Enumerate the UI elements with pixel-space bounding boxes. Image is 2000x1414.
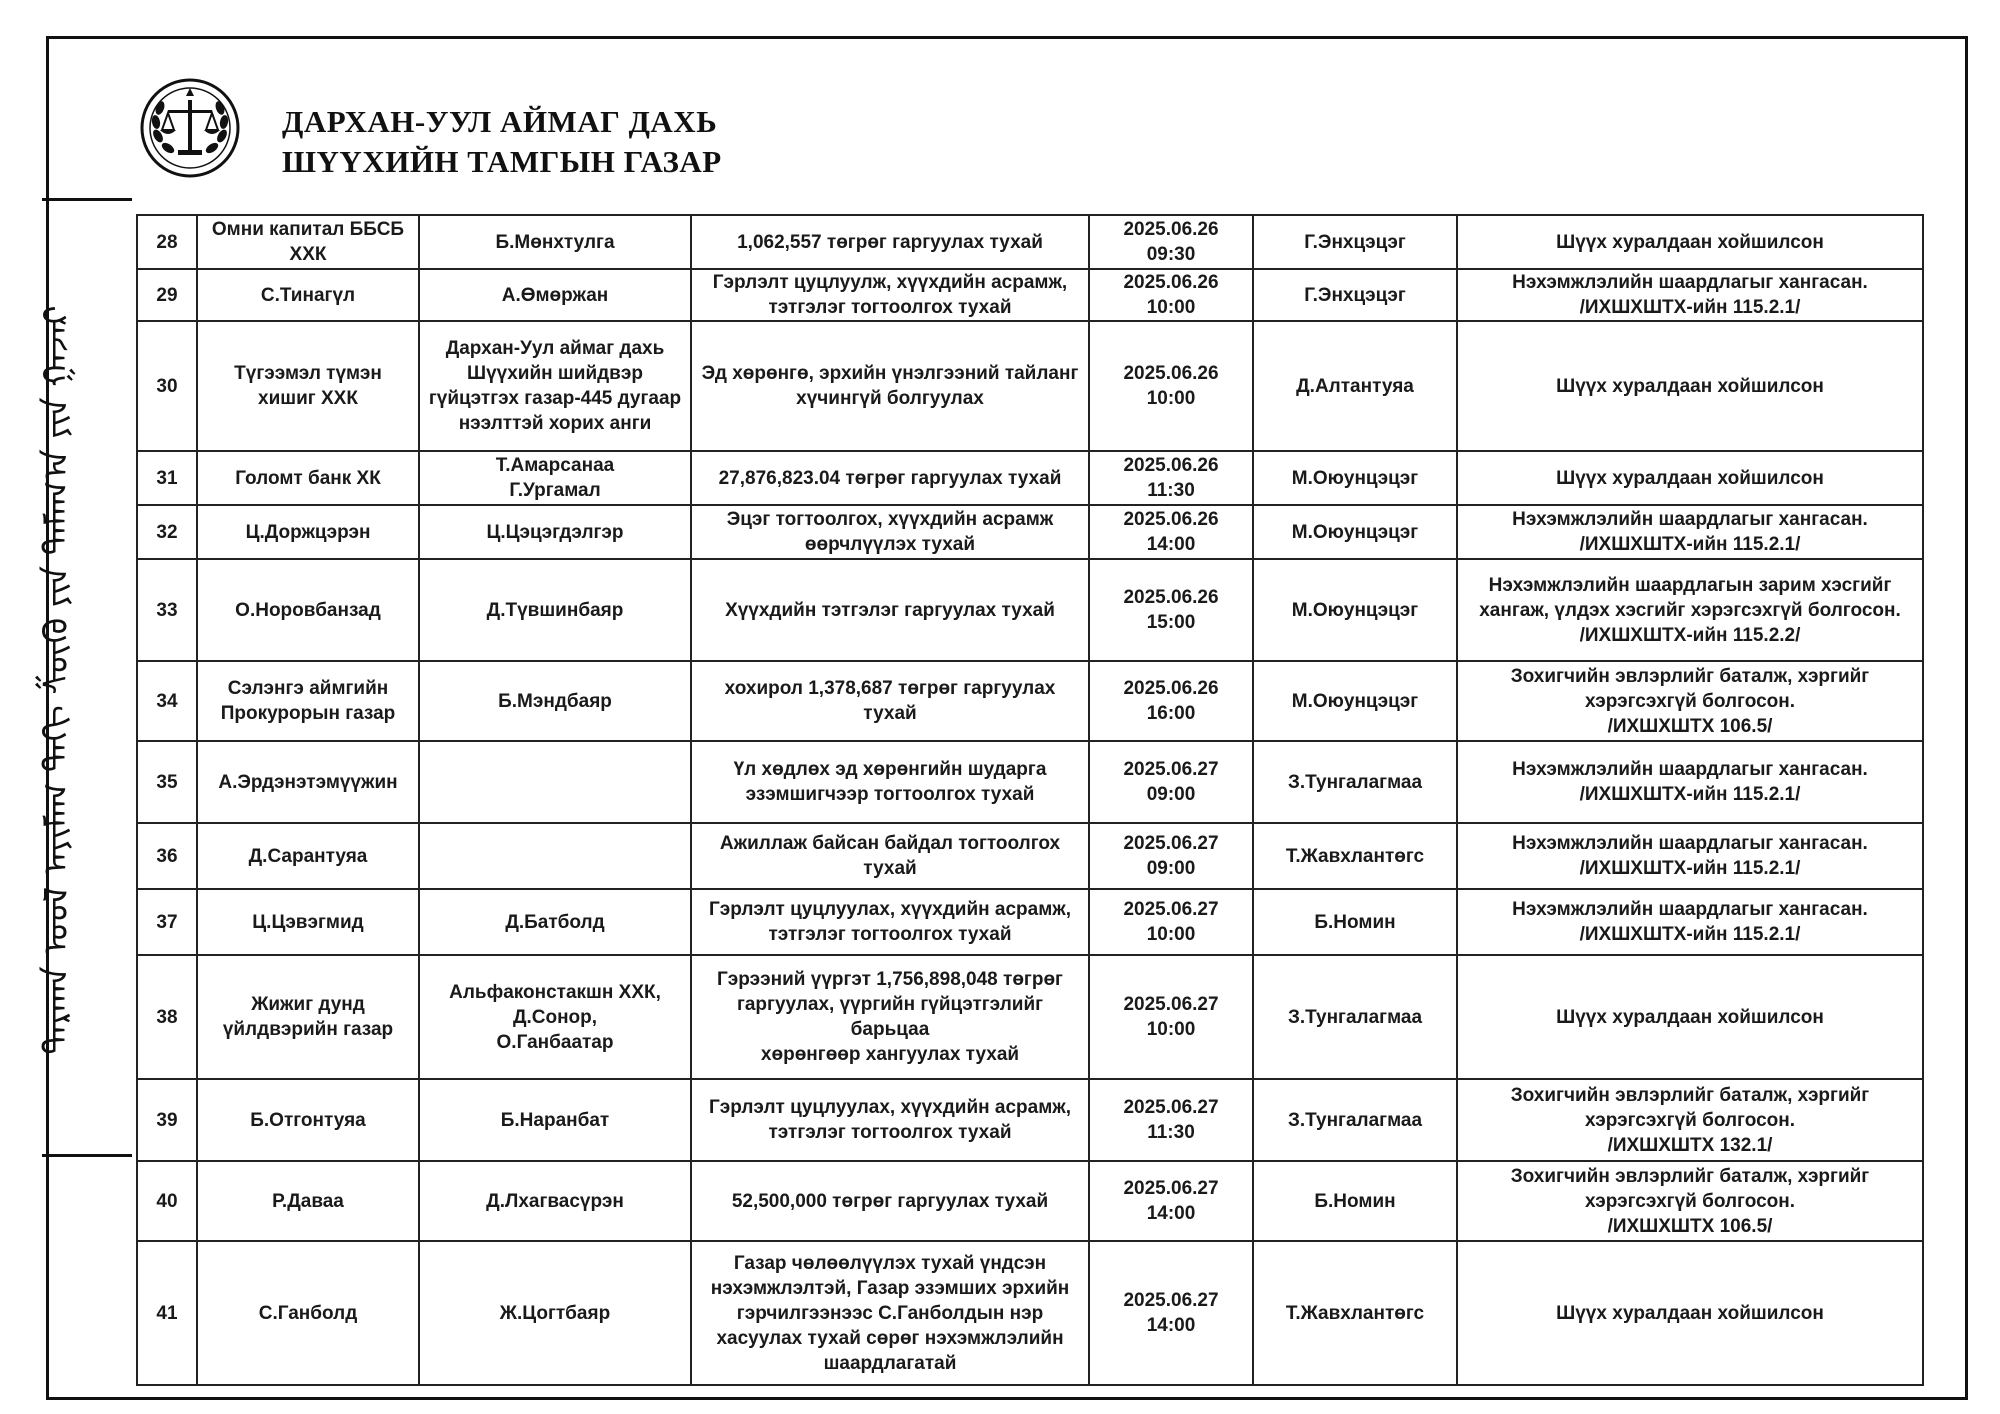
claim-cell (691, 505, 1089, 559)
plaintiff-cell (197, 1161, 419, 1241)
row-number-cell: 34 (137, 661, 197, 741)
hearing-time: 14:00 (1146, 1203, 1196, 1224)
claim-cell-line: Гэрлэлт цуцлуулж, хүүхдийн асрамж, (712, 272, 1068, 293)
result-cell (1457, 505, 1923, 559)
plaintiff-cell (197, 1241, 419, 1385)
plaintiff-cell (197, 823, 419, 889)
hearing-date: 2025.06.26 (1123, 363, 1219, 384)
claim-cell-line: нэхэмжлэлтэй, Газар эзэмших эрхийн (710, 1277, 1070, 1299)
vertical-side-caption (8, 205, 88, 1155)
row-number-cell: 40 (137, 1161, 197, 1241)
row-number-cell: 38 (137, 955, 197, 1079)
hearing-date: 2025.06.27 (1123, 1097, 1219, 1118)
row-number-cell: 37 (137, 889, 197, 955)
hearing-time: 16:00 (1146, 703, 1196, 724)
judge-cell: М.Оюунцэцэг (1253, 559, 1457, 661)
result-cell-line: /ИХШХШТХ-ийн 115.2.1/ (1579, 858, 1801, 879)
claim-cell (691, 661, 1089, 741)
datetime-cell (1089, 269, 1253, 321)
result-cell-line: /ИХШХШТХ-ийн 115.2.1/ (1579, 784, 1801, 805)
defendant-cell (419, 559, 691, 661)
defendant-cell (419, 741, 691, 823)
claim-cell (691, 823, 1089, 889)
hearing-date: 2025.06.27 (1123, 759, 1219, 780)
defendant-cell-line: Д.Түвшинбаяр (486, 599, 624, 621)
hearing-time: 10:00 (1146, 1019, 1196, 1040)
table-row (137, 823, 1923, 889)
plaintiff-cell-line: С.Ганболд (258, 1302, 358, 1324)
claim-cell (691, 321, 1089, 451)
defendant-cell (419, 269, 691, 321)
hearing-date: 2025.06.26 (1123, 509, 1219, 530)
hearing-time: 14:00 (1146, 1315, 1196, 1336)
judge-cell: З.Тунгалагмаа (1253, 1079, 1457, 1161)
plaintiff-cell-line: Сэлэнгэ аймгийн (227, 678, 389, 699)
defendant-cell (419, 1161, 691, 1241)
plaintiff-cell (197, 955, 419, 1079)
result-cell (1457, 559, 1923, 661)
plaintiff-cell (197, 215, 419, 269)
hearing-date: 2025.06.27 (1123, 1178, 1219, 1199)
result-cell-line: хэрэгсэхгүй болгосон. (1584, 1190, 1796, 1212)
claim-cell (691, 1241, 1089, 1385)
result-cell-line: Зохигчийн эвлэрлийг баталж, хэргийг (1510, 1165, 1870, 1187)
datetime-cell (1089, 321, 1253, 451)
plaintiff-cell-line: Ц.Цэвэгмид (252, 911, 364, 933)
judge-cell: З.Тунгалагмаа (1253, 741, 1457, 823)
defendant-cell (419, 889, 691, 955)
defendant-cell-line: Б.Мэндбаяр (498, 690, 612, 712)
row-number-cell: 30 (137, 321, 197, 451)
table-row (137, 269, 1923, 321)
plaintiff-cell-line: Омни капитал ББСБ (211, 219, 405, 240)
row-number-cell: 36 (137, 823, 197, 889)
hearing-time: 09:30 (1146, 244, 1196, 265)
result-cell (1457, 1161, 1923, 1241)
defendant-cell-line: Альфаконстакшн ХХК, (449, 981, 661, 1003)
result-cell (1457, 955, 1923, 1079)
result-cell (1457, 661, 1923, 741)
table-row (137, 889, 1923, 955)
plaintiff-cell (197, 321, 419, 451)
datetime-cell (1089, 823, 1253, 889)
claim-cell-line: 1,062,557 төгрөг гаргуулах тухай (737, 231, 1043, 253)
datetime-cell (1089, 451, 1253, 505)
claim-cell-line: Гэрлэлт цуцлуулах, хүүхдийн асрамж, (708, 899, 1072, 920)
defendant-cell-line: Д.Батболд (505, 911, 605, 933)
mongolian-script-title: ᠳᠠᠷᠬᠠᠨ ᠤᠤᠯ ᠠᠶᠢᠮᠠᠭ ᠳᠠᠬᠢ ᠱᠦᠬᠦ ᠶᠢᠨ ᠲᠠᠮᠠᠭ᠎ᠠ ᠶᠢᠨ ᠭᠠᠵᠠᠷ (37, 305, 77, 1055)
claim-cell-line: хохирол 1,378,687 төгрөг гаргуулах (724, 678, 1056, 699)
judge-cell: Б.Номин (1253, 1161, 1457, 1241)
hearing-time: 09:00 (1146, 784, 1196, 805)
plaintiff-cell (197, 741, 419, 823)
judge-cell: Т.Жавхлантөгс (1253, 1241, 1457, 1385)
judge-cell: Д.Алтантуяа (1253, 321, 1457, 451)
defendant-cell-line: Дархан-Уул аймаг дахь (445, 338, 665, 359)
row-number-cell: 35 (137, 741, 197, 823)
claim-cell-line: Эцэг тогтоолгох, хүүхдийн асрамж (726, 509, 1054, 530)
result-cell (1457, 451, 1923, 505)
claim-cell (691, 1161, 1089, 1241)
plaintiff-cell (197, 1079, 419, 1161)
defendant-cell-line: Ц.Цэцэгдэлгэр (486, 521, 624, 543)
datetime-cell (1089, 505, 1253, 559)
hearing-date: 2025.06.26 (1123, 272, 1219, 293)
result-cell-line: хэрэгсэхгүй болгосон. (1584, 690, 1796, 712)
result-cell-line: /ИХШХШТХ-ийн 115.2.1/ (1579, 924, 1801, 945)
defendant-cell-line: Б.Мөнхтулга (495, 231, 615, 253)
plaintiff-cell-line: О.Норовбанзад (235, 599, 381, 621)
hearing-date: 2025.06.27 (1123, 833, 1219, 854)
judge-cell: З.Тунгалагмаа (1253, 955, 1457, 1079)
plaintiff-cell-line: Р.Даваа (272, 1190, 344, 1212)
datetime-cell (1089, 1079, 1253, 1161)
row-number-cell: 28 (137, 215, 197, 269)
claim-cell (691, 215, 1089, 269)
defendant-cell-line: О.Ганбаатар (496, 1031, 614, 1053)
result-cell-line: Шүүх хуралдаан хойшилсон (1556, 231, 1824, 253)
result-cell (1457, 889, 1923, 955)
court-hearings-table (136, 214, 1924, 1386)
result-cell-line: Нэхэмжлэлийн шаардлагыг хангасан. (1512, 759, 1868, 780)
plaintiff-cell-line: Ц.Доржцэрэн (245, 521, 371, 543)
judge-cell: М.Оюунцэцэг (1253, 451, 1457, 505)
claim-cell (691, 741, 1089, 823)
hearing-time: 10:00 (1146, 297, 1196, 318)
defendant-cell (419, 955, 691, 1079)
row-number-cell: 41 (137, 1241, 197, 1385)
plaintiff-cell-line: ХХК (289, 244, 327, 265)
defendant-cell-line: Б.Наранбат (500, 1109, 610, 1131)
court-emblem-logo (138, 76, 242, 180)
result-cell-line: Шүүх хуралдаан хойшилсон (1556, 467, 1824, 489)
result-cell (1457, 215, 1923, 269)
claim-cell-line: шаардлагатай (823, 1352, 957, 1374)
hearing-time: 11:30 (1147, 480, 1195, 501)
hearing-time: 09:00 (1146, 858, 1196, 879)
plaintiff-cell-line: Түгээмэл түмэн (234, 363, 382, 384)
claim-cell-line: тэтгэлэг тогтоолгох тухай (768, 1122, 1012, 1143)
claim-cell (691, 559, 1089, 661)
datetime-cell (1089, 1161, 1253, 1241)
result-cell-line: Нэхэмжлэлийн шаардлагын зарим хэсгийг (1488, 574, 1892, 596)
claim-cell-line: Үл хөдлөх эд хөрөнгийн шударга (733, 759, 1047, 780)
plaintiff-cell-line: үйлдвэрийн газар (222, 1019, 394, 1040)
title-line-1: ДАРХАН-УУЛ АЙМАГ ДАХЬ (282, 104, 718, 139)
defendant-cell-line: Шүүхийн шийдвэр (467, 363, 643, 384)
result-cell-line: Зохигчийн эвлэрлийг баталж, хэргийг (1510, 665, 1870, 687)
hearing-date: 2025.06.27 (1123, 994, 1219, 1015)
defendant-cell-line: нээлттэй хорих анги (458, 413, 652, 434)
table-row (137, 1241, 1923, 1385)
result-cell-line: хангаж, үлдэх хэсгийг хэрэгсэхгүй болгосон. (1479, 599, 1901, 621)
claim-cell-line: гаргуулах, үүргийн гүйцэтгэлийг барьцаа (736, 994, 1044, 1040)
result-cell (1457, 741, 1923, 823)
row-number-cell: 33 (137, 559, 197, 661)
defendant-cell (419, 215, 691, 269)
result-cell-line: /ИХШХШТХ 106.5/ (1607, 1215, 1773, 1237)
judge-cell: Г.Энхцэцэг (1253, 269, 1457, 321)
hearing-date: 2025.06.26 (1123, 219, 1219, 240)
defendant-cell-line: Т.Амарсанаа (495, 455, 615, 476)
table-row (137, 741, 1923, 823)
result-cell-line: Шүүх хуралдаан хойшилсон (1556, 1006, 1824, 1028)
row-number-cell: 29 (137, 269, 197, 321)
plaintiff-cell (197, 505, 419, 559)
plaintiff-cell-line: А.Эрдэнэтэмүүжин (218, 771, 398, 793)
hearing-date: 2025.06.26 (1123, 587, 1219, 608)
result-cell (1457, 1241, 1923, 1385)
claim-cell (691, 1079, 1089, 1161)
judge-cell: М.Оюунцэцэг (1253, 505, 1457, 559)
defendant-cell-line: Д.Сонор, (512, 1006, 598, 1028)
defendant-cell (419, 823, 691, 889)
claim-cell (691, 955, 1089, 1079)
result-cell-line: /ИХШХШТХ 106.5/ (1607, 715, 1773, 737)
plaintiff-cell-line: Д.Сарантуяа (248, 845, 368, 867)
datetime-cell (1089, 661, 1253, 741)
result-cell-line: Нэхэмжлэлийн шаардлагыг хангасан. (1512, 899, 1868, 920)
defendant-cell (419, 661, 691, 741)
table-row (137, 321, 1923, 451)
defendant-cell (419, 1079, 691, 1161)
row-number-cell: 31 (137, 451, 197, 505)
datetime-cell (1089, 559, 1253, 661)
defendant-cell (419, 1241, 691, 1385)
plaintiff-cell-line: Б.Отгонтуяа (250, 1109, 366, 1131)
row-number-cell: 32 (137, 505, 197, 559)
side-divider-top (42, 198, 132, 201)
defendant-cell-line: Г.Ургамал (509, 480, 601, 501)
result-cell-line: /ИХШХШТХ-ийн 115.2.2/ (1579, 624, 1801, 646)
plaintiff-cell-line: Голомт банк ХК (235, 467, 381, 489)
claim-cell-line: Гэрлэлт цуцлуулах, хүүхдийн асрамж, (708, 1097, 1072, 1118)
result-cell-line: Нэхэмжлэлийн шаардлагыг хангасан. (1512, 833, 1868, 854)
hearing-time: 10:00 (1146, 388, 1196, 409)
table-row (137, 661, 1923, 741)
hearing-time: 11:30 (1147, 1122, 1195, 1143)
row-number-cell: 39 (137, 1079, 197, 1161)
table-row (137, 955, 1923, 1079)
plaintiff-cell-line: С.Тинагүл (260, 284, 356, 306)
organization-title (282, 102, 722, 182)
claim-cell-line: тэтгэлэг тогтоолгох тухай (768, 924, 1012, 945)
table-row (137, 505, 1923, 559)
result-cell-line: хэрэгсэхгүй болгосон. (1584, 1109, 1796, 1131)
plaintiff-cell (197, 451, 419, 505)
claim-cell-line: 52,500,000 төгрөг гаргуулах тухай (731, 1190, 1049, 1212)
claim-cell-line: Хүүхдийн тэтгэлэг гаргуулах тухай (725, 599, 1055, 621)
result-cell-line: /ИХШХШТХ-ийн 115.2.1/ (1579, 297, 1801, 318)
claim-cell-line: Гэрээний үүргэт 1,756,898,048 төгрөг (717, 969, 1063, 990)
hearing-time: 14:00 (1146, 534, 1196, 555)
claim-cell-line: хүчингүй болгуулах (796, 388, 984, 409)
plaintiff-cell-line: Прокурорын газар (220, 703, 396, 724)
defendant-cell (419, 451, 691, 505)
plaintiff-cell (197, 661, 419, 741)
claim-cell-line: хөрөнгөөр хангуулах тухай (760, 1044, 1020, 1065)
datetime-cell (1089, 955, 1253, 1079)
claim-cell-line: өөрчлүүлэх тухай (804, 534, 976, 555)
claim-cell-line: эзэмшигчээр тогтоолгох тухай (745, 784, 1035, 805)
judge-cell: Т.Жавхлантөгс (1253, 823, 1457, 889)
datetime-cell (1089, 1241, 1253, 1385)
claim-cell-line: гэрчилгээнээс С.Ганболдын нэр (736, 1302, 1044, 1324)
datetime-cell (1089, 215, 1253, 269)
result-cell (1457, 269, 1923, 321)
claim-cell-line: тухай (863, 703, 917, 724)
claim-cell (691, 451, 1089, 505)
datetime-cell (1089, 889, 1253, 955)
judge-cell: Б.Номин (1253, 889, 1457, 955)
title-line-2: ШҮҮХИЙН ТАМГЫН ГАЗАР (282, 144, 722, 179)
table-row (137, 1079, 1923, 1161)
result-cell (1457, 321, 1923, 451)
result-cell-line: Нэхэмжлэлийн шаардлагыг хангасан. (1512, 509, 1868, 530)
plaintiff-cell (197, 559, 419, 661)
defendant-cell (419, 505, 691, 559)
result-cell (1457, 1079, 1923, 1161)
hearing-time: 10:00 (1146, 924, 1196, 945)
hearing-date: 2025.06.27 (1123, 899, 1219, 920)
table-row (137, 559, 1923, 661)
datetime-cell (1089, 741, 1253, 823)
table-row (137, 451, 1923, 505)
result-cell-line: Шүүх хуралдаан хойшилсон (1556, 1302, 1824, 1324)
claim-cell (691, 269, 1089, 321)
result-cell-line: Нэхэмжлэлийн шаардлагыг хангасан. (1512, 272, 1868, 293)
defendant-cell-line: Д.Лхагвасүрэн (486, 1190, 624, 1212)
table-row (137, 1161, 1923, 1241)
result-cell-line: Шүүх хуралдаан хойшилсон (1556, 375, 1824, 397)
hearing-date: 2025.06.26 (1123, 678, 1219, 699)
plaintiff-cell-line: хишиг ХХК (258, 388, 358, 409)
claim-cell-line: тухай (863, 858, 917, 879)
claim-cell-line: Эд хөрөнгө, эрхийн үнэлгээний тайланг (701, 363, 1079, 384)
hearing-date: 2025.06.26 (1123, 455, 1219, 476)
defendant-cell (419, 321, 691, 451)
result-cell (1457, 823, 1923, 889)
defendant-cell-line: гүйцэтгэх газар-445 дугаар (428, 388, 682, 409)
judge-cell: Г.Энхцэцэг (1253, 215, 1457, 269)
claim-cell-line: тэтгэлэг тогтоолгох тухай (768, 297, 1012, 318)
judge-cell: М.Оюунцэцэг (1253, 661, 1457, 741)
result-cell-line: Зохигчийн эвлэрлийг баталж, хэргийг (1510, 1084, 1870, 1106)
claim-cell-line: хасуулах тухай сөрөг нэхэмжлэлийн (716, 1327, 1064, 1349)
plaintiff-cell (197, 269, 419, 321)
defendant-cell-line: А.Өмөржан (501, 284, 609, 306)
plaintiff-cell (197, 889, 419, 955)
result-cell-line: /ИХШХШТХ 132.1/ (1607, 1134, 1773, 1156)
table-row (137, 215, 1923, 269)
claim-cell-line: 27,876,823.04 төгрөг гаргуулах тухай (718, 467, 1062, 489)
defendant-cell-line: Ж.Цогтбаяр (499, 1302, 611, 1324)
claim-cell-line: Ажиллаж байсан байдал тогтоолгох (719, 833, 1061, 854)
claim-cell (691, 889, 1089, 955)
hearing-time: 15:00 (1146, 612, 1196, 633)
plaintiff-cell-line: Жижиг дунд (251, 994, 365, 1015)
result-cell-line: /ИХШХШТХ-ийн 115.2.1/ (1579, 534, 1801, 555)
hearing-date: 2025.06.27 (1123, 1290, 1219, 1311)
claim-cell-line: Газар чөлөөлүүлэх тухай үндсэн (733, 1252, 1047, 1274)
